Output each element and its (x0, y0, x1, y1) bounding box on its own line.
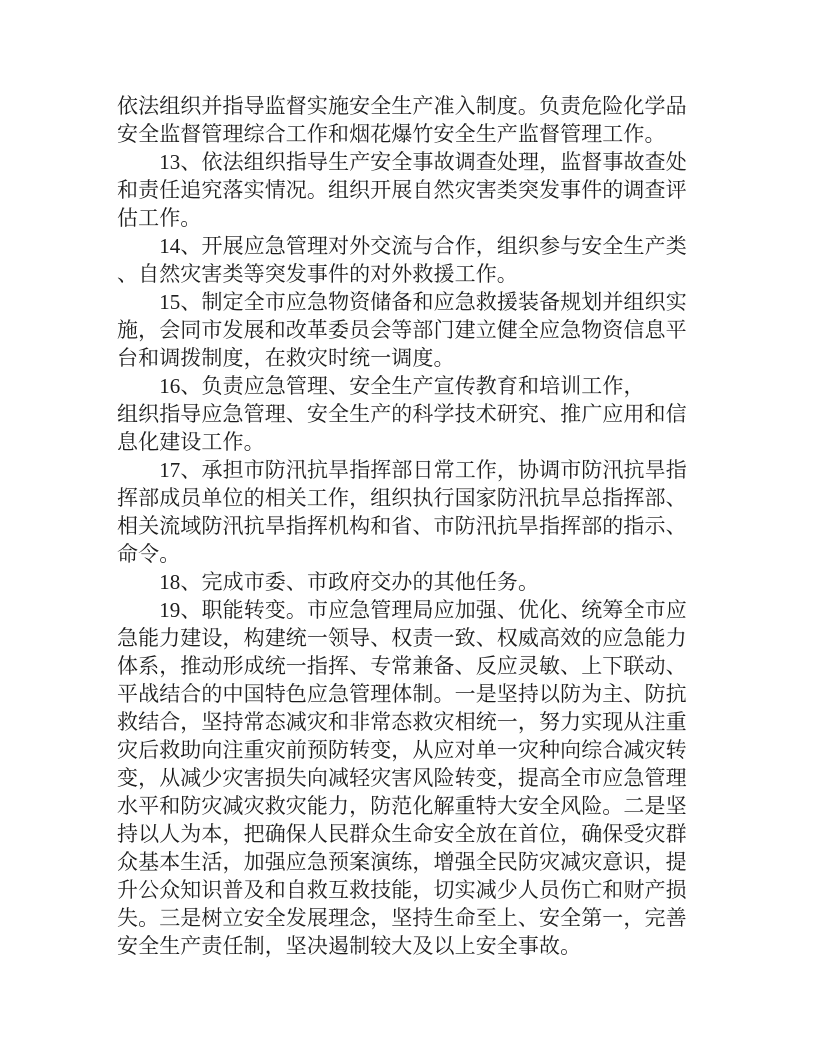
text-line: 19、职能转变。市应急管理局应加强、优化、统筹全市应 (117, 598, 687, 622)
text-line: 相关流域防汛抗旱指挥机构和省、市防汛抗旱指挥部的指示、 (117, 514, 687, 538)
text-line: 组织指导应急管理、安全生产的科学技术研究、推广应用和信 (117, 402, 687, 426)
text-line: 升公众知识普及和自救互救技能，切实减少人员伤亡和财产损 (117, 878, 687, 902)
text-line: 失。三是树立安全发展理念，坚持生命至上、安全第一，完善 (117, 906, 687, 930)
text-line: 安全监督管理综合工作和烟花爆竹安全生产监督管理工作。 (117, 122, 666, 146)
text-line: 急能力建设，构建统一领导、权责一致、权威高效的应急能力 (117, 626, 687, 650)
document-text-block (117, 92, 757, 960)
text-line: 救结合，坚持常态减灾和非常态救灾相统一，努力实现从注重 (117, 710, 687, 734)
text-line: 13、依法组织指导生产安全事故调查处理，监督事故查处 (117, 150, 687, 174)
text-line: 15、制定全市应急物资储备和应急救援装备规划并组织实 (117, 290, 687, 314)
text-line: 和责任追究落实情况。组织开展自然灾害类突发事件的调查评 (117, 178, 687, 202)
text-line: 14、开展应急管理对外交流与合作，组织参与安全生产类 (117, 234, 687, 258)
text-line: 命令。 (117, 542, 181, 566)
text-line: 18、完成市委、市政府交办的其他任务。 (117, 570, 540, 594)
text-line: 依法组织并指导监督实施安全生产准入制度。负责危险化学品 (117, 94, 687, 118)
text-line: 息化建设工作。 (117, 430, 265, 454)
text-line: 台和调拨制度，在救灾时统一调度。 (117, 346, 455, 370)
text-line: 挥部成员单位的相关工作，组织执行国家防汛抗旱总指挥部、 (117, 486, 687, 510)
text-line: 体系，推动形成统一指挥、专常兼备、反应灵敏、上下联动、 (117, 654, 687, 678)
text-line: 、自然灾害类等突发事件的对外救援工作。 (117, 262, 518, 286)
text-line: 估工作。 (117, 206, 202, 230)
text-line: 变，从减少灾害损失向减轻灾害风险转变，提高全市应急管理 (117, 766, 687, 790)
text-line: 17、承担市防汛抗旱指挥部日常工作，协调市防汛抗旱指 (117, 458, 687, 482)
text-line: 众基本生活，加强应急预案演练，增强全民防灾减灾意识，提 (117, 850, 687, 874)
text-line: 平战结合的中国特色应急管理体制。一是坚持以防为主、防抗 (117, 682, 687, 706)
text-line: 灾后救助向注重灾前预防转变，从应对单一灾种向综合减灾转 (117, 738, 687, 762)
text-line: 施，会同市发展和改革委员会等部门建立健全应急物资信息平 (117, 318, 687, 342)
text-line: 16、负责应急管理、安全生产宣传教育和培训工作， (117, 374, 645, 398)
text-line: 水平和防灾减灾救灾能力，防范化解重特大安全风险。二是坚 (117, 794, 687, 818)
text-line: 持以人为本，把确保人民群众生命安全放在首位，确保受灾群 (117, 822, 687, 846)
text-line: 安全生产责任制，坚决遏制较大及以上安全事故。 (117, 934, 582, 958)
